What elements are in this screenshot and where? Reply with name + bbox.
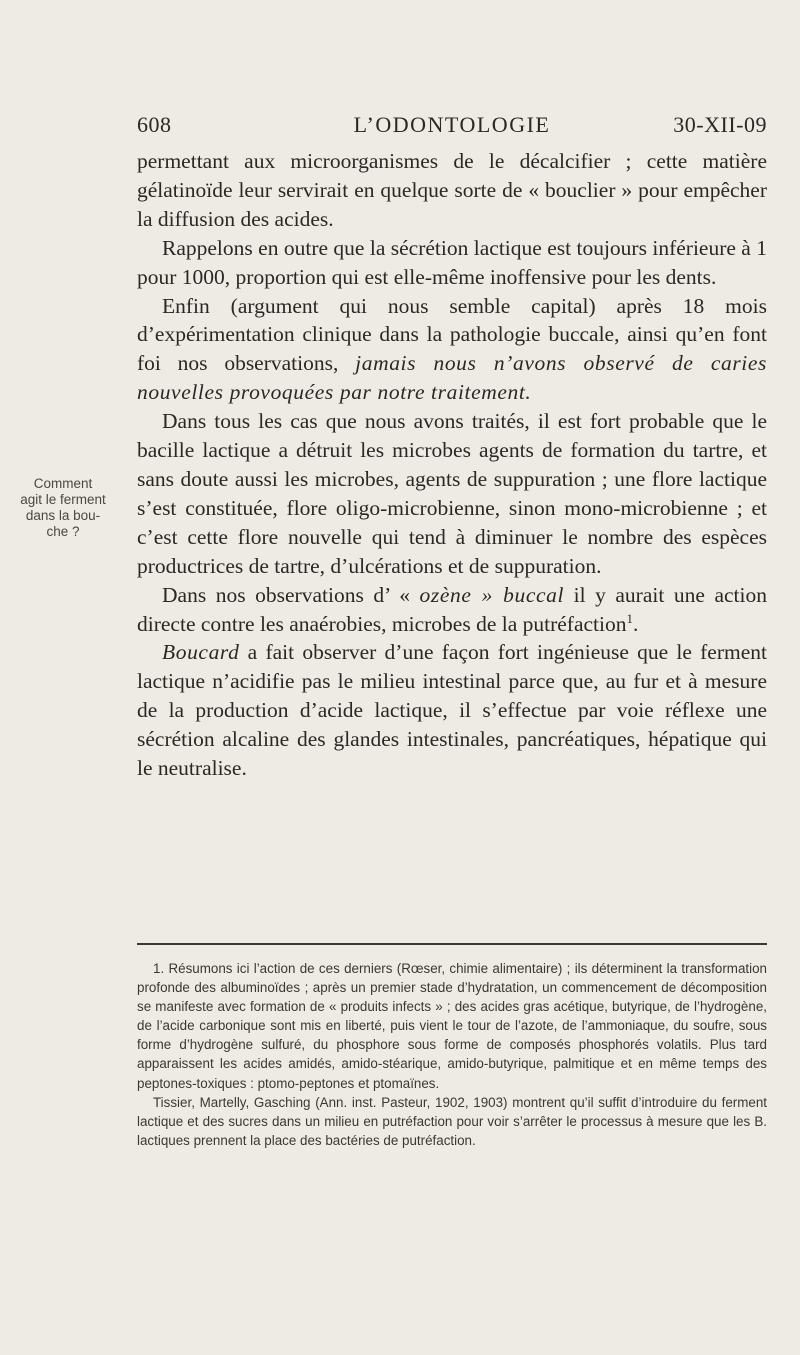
emphasis-text: ozène » buccal — [419, 582, 565, 607]
margin-note-line: dans la bou- — [25, 508, 101, 523]
paragraph-text: Enfin (argument qui nous semble capital) après 18 mois d’expérimentation clinique dans la pathologie buccale, ainsi qu’en font foi nos observations, — [137, 293, 767, 376]
margin-note-line: agit le ferment — [20, 492, 106, 507]
author-name: Boucard — [162, 640, 240, 665]
margin-note-line: Comment — [33, 476, 93, 491]
margin-note — [0, 476, 126, 540]
margin-note-line: che ? — [46, 524, 80, 539]
paragraph-text: a fait observer d’une façon fort ingénieuse que le ferment lactique n’acidifie pas le milieu intestinal parce que, au fur et à mesure de la production d’acide lactique, il s’effectue par voie réflexe une sécrétion alcaline des glandes intestinales, pancréatiques, hépatique qui le neutralise. — [137, 640, 767, 781]
page-number: 608 — [137, 112, 172, 137]
paragraph-text: il y aurait une action directe contre les anaérobies, microbes de la putréfaction — [137, 582, 767, 636]
paragraph: Dans tous les cas que nous avons traités, il est fort probable que le bacille lactique a détruit les microbes agents de formation du tartre, et sans doute aussi les microbes, agents de suppuration ; une flore lactique s’est constituée, flore oligo-microbienne, sinon mono-microbienne ; et c’est cette flore nouvelle qui tend à diminuer le nombre des espèces productrices de tartre, d’ulcérations et de suppuration. — [137, 409, 767, 578]
paragraph — [137, 581, 767, 639]
footnote: 1. Résumons ici l’action de ces derniers (Rœser, chimie alimentaire) ; ils déterminent la transformation profonde des albuminoïdes ; après un premier stade d’hydratation, un commencement de décomposition se manifeste avec formation de « produits infects » ; des acides gras acétique, butyrique, de l’hydrogène, de l’acide carbonique sont mis en liberté, puis vient le tour de l’azote, de l’ammoniaque, du soufre, sous forme d’hydrogène sulfuré, du phosphore sous forme de composés phosphorés volatils. Plus tard apparaissent les acides amidés, amido-stéarique, amido-butyrique, palmitique et en même temps des peptones-toxiques : ptomo-peptones et ptomaïnes. — [137, 961, 767, 1091]
footnote-reference: 1 — [626, 611, 633, 626]
running-header — [137, 112, 767, 142]
main-text — [137, 147, 767, 783]
emphasis-text: jamais nous n’avons observé de caries nouvelles provoquées par notre traitement. — [137, 351, 767, 405]
paragraph — [137, 292, 767, 408]
paragraph-text: . — [632, 611, 639, 636]
journal-title: L’ODONTOLOGIE — [353, 112, 551, 137]
paragraph: Rappelons en outre que la sécrétion lactique est toujours inférieure à 1 pour 1000, proportion qui est elle-même inoffensive pour les dents. — [137, 235, 767, 289]
footnote-divider — [137, 943, 767, 945]
footnote: Tissier, Martelly, Gasching (Ann. inst. Pasteur, 1902, 1903) montrent qu’il suffit d’introduire du ferment lactique et des sucres dans un milieu en putréfaction pour voir s’arrêter le processus à mesure que les B. lactiques prennent la place des bactéries de putréfaction. — [137, 1094, 767, 1148]
paragraph: permettant aux microorganismes de le décalcifier ; cette matière gélatinoïde leur servirait en quelque sorte de « bouclier » pour empêcher la diffusion des acides. — [137, 149, 767, 231]
footnotes — [137, 959, 767, 1150]
paragraph-text: Dans nos observations d’ « — [162, 582, 420, 607]
paragraph — [137, 638, 767, 783]
issue-date: 30-XII-09 — [673, 112, 767, 137]
